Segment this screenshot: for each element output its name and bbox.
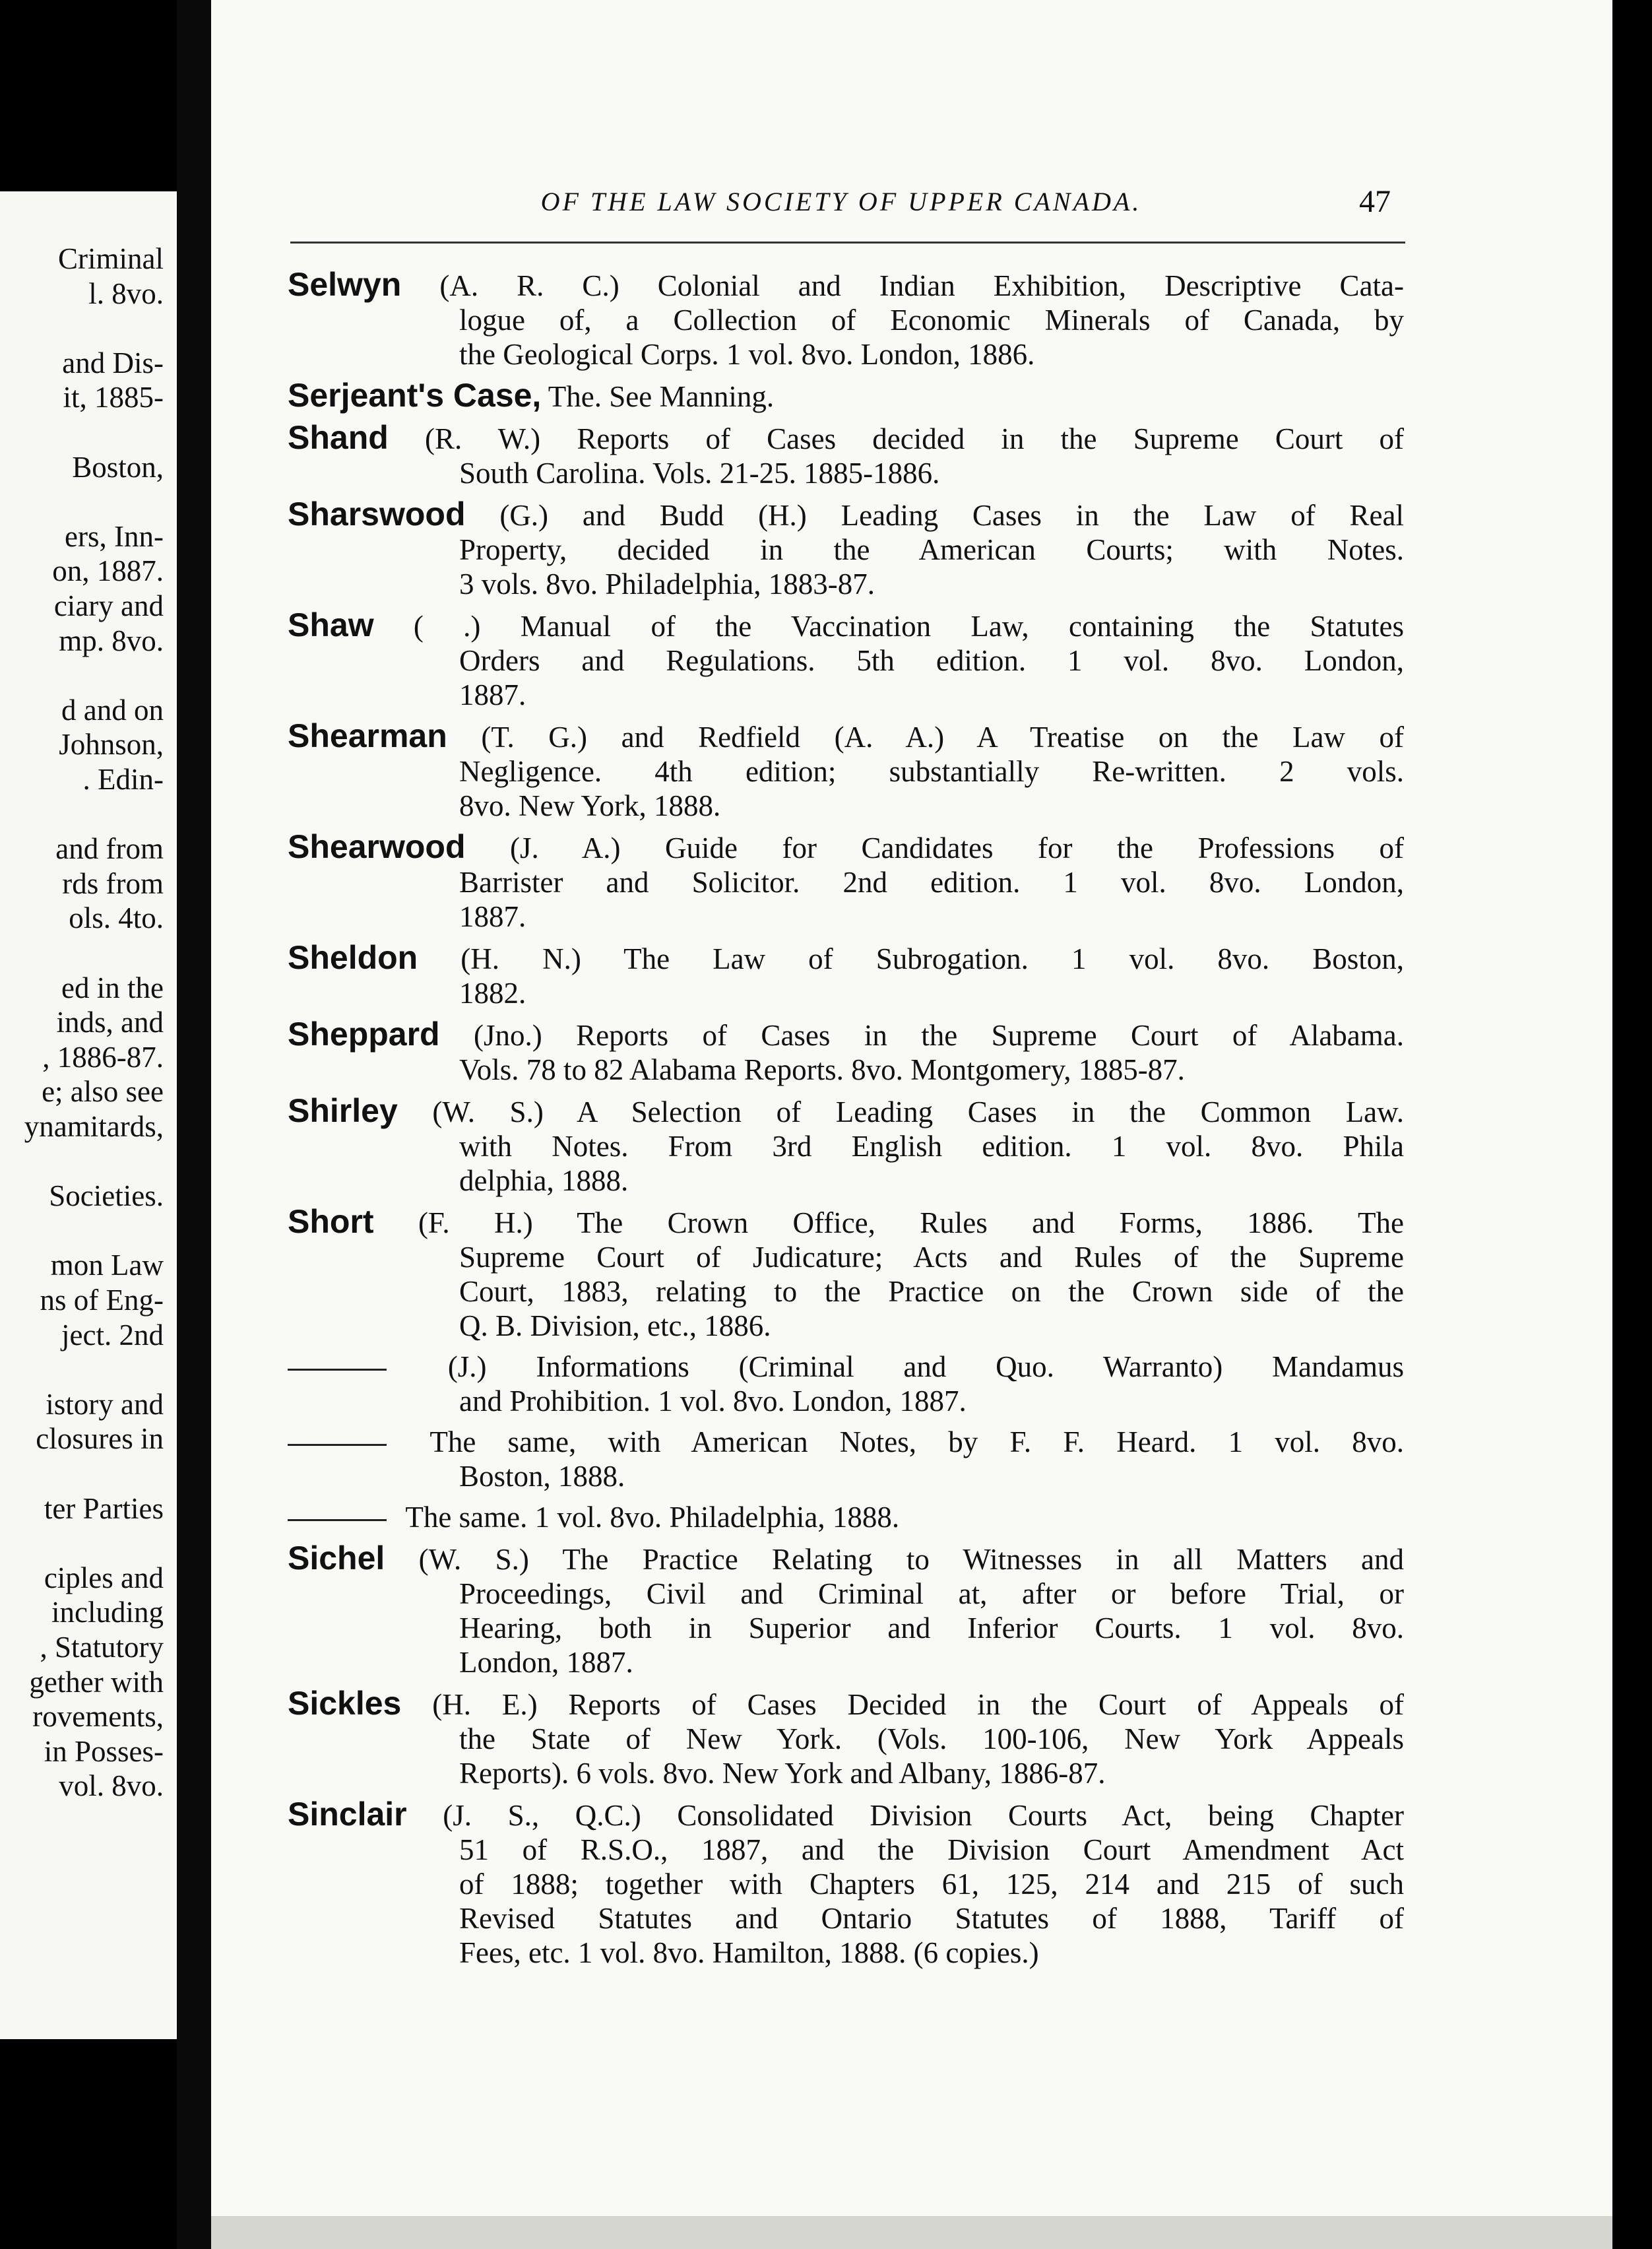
entry-first-line — [288, 1204, 1404, 1240]
left-page-line: ns of Eng- — [40, 1284, 164, 1317]
catalogue-entry — [288, 1350, 1404, 1418]
entry-text: (Jno.) Reports of Cases in the Supreme Court of Alabama. — [439, 1019, 1404, 1052]
left-page-line: Criminal — [58, 242, 164, 275]
left-page-line: ject. 2nd — [61, 1318, 164, 1352]
entry-text: 1882. — [459, 977, 526, 1010]
entry-continuation-line — [288, 303, 1404, 337]
entry-continuation-line — [288, 1053, 1404, 1087]
entry-first-line — [288, 1500, 1404, 1534]
left-page-line: gether with — [29, 1665, 164, 1699]
entry-author: Shaw — [288, 606, 374, 643]
entry-continuation-line — [288, 643, 1404, 678]
entry-continuation-line — [288, 1867, 1404, 1901]
left-page-line: Boston, — [72, 450, 164, 484]
entry-text: London, 1887. — [459, 1646, 633, 1679]
left-page-line: inds, and — [56, 1006, 164, 1039]
entry-text: The. See Manning. — [541, 380, 775, 413]
entry-continuation-line — [288, 337, 1404, 372]
left-page-line: vol. 8vo. — [59, 1769, 164, 1803]
entry-text: South Carolina. Vols. 21-25. 1885-1886. — [459, 457, 940, 490]
entry-continuation-line — [288, 1459, 1404, 1493]
entry-text: Boston, 1888. — [459, 1460, 625, 1493]
entry-author: Shirley — [288, 1092, 398, 1129]
left-page-line: Societies. — [49, 1179, 164, 1213]
left-page-line: ynamitards, — [24, 1110, 164, 1143]
entry-text: (J. S., Q.C.) Consolidated Division Courts Act, being Chapter — [406, 1799, 1404, 1832]
entry-text: (F. H.) The Crown Office, Rules and Forms, 1886. The — [373, 1206, 1404, 1239]
catalogue-entry — [288, 1204, 1404, 1343]
entry-first-line — [288, 1425, 1404, 1459]
catalogue-entry — [288, 378, 1404, 414]
left-page-line: closures in — [36, 1422, 164, 1456]
catalogue-entry — [288, 1093, 1404, 1198]
entry-text: The same, with American Notes, by F. F. Heard. 1 vol. 8vo. — [398, 1425, 1404, 1458]
entry-author: Shearman — [288, 717, 447, 754]
entry-text: Hearing, both in Superior and Inferior Courts. 1 vol. 8vo. — [459, 1612, 1404, 1645]
catalogue-entry — [288, 1500, 1404, 1534]
left-page-line: , 1886-87. — [42, 1040, 164, 1074]
entry-text: with Notes. From 3rd English edition. 1 vol. 8vo. Phila — [459, 1130, 1404, 1163]
book-gutter — [177, 0, 211, 2249]
ditto-dash — [288, 1519, 387, 1521]
entry-first-line — [288, 1017, 1404, 1053]
entry-continuation-line — [288, 1756, 1404, 1790]
left-page-line: ciples and — [44, 1561, 164, 1594]
entry-author: Sickles — [288, 1685, 402, 1722]
header-rule — [290, 242, 1405, 244]
catalogue-entry — [288, 267, 1404, 372]
entry-first-line — [288, 1350, 1404, 1384]
entry-text: 1887. — [459, 678, 526, 711]
entry-first-line — [288, 1797, 1404, 1833]
left-page-line: mp. 8vo. — [59, 624, 164, 657]
entry-text: the State of New York. (Vols. 100-106, New York Appeals — [459, 1722, 1404, 1755]
entry-author: Short — [288, 1203, 374, 1240]
entry-continuation-line — [288, 1163, 1404, 1198]
entry-text: Proceedings, Civil and Criminal at, after or before Trial, or — [459, 1577, 1404, 1610]
entry-text: logue of, a Collection of Economic Minerals of Canada, by — [459, 304, 1404, 337]
entry-first-line — [288, 267, 1404, 303]
entry-text: (W. S.) The Practice Relating to Witnesses in all Matters and — [385, 1543, 1404, 1576]
entry-first-line — [288, 830, 1404, 865]
entry-text: (H. N.) The Law of Subrogation. 1 vol. 8vo. Boston, — [418, 942, 1404, 975]
entry-text: Fees, etc. 1 vol. 8vo. Hamilton, 1888. (6 copies.) — [459, 1936, 1039, 1969]
entry-text: Reports). 6 vols. 8vo. New York and Albany, 1886-87. — [459, 1757, 1106, 1790]
catalogue-entry — [288, 1425, 1404, 1493]
left-page-line: mon Law — [50, 1249, 164, 1282]
catalogue-entry — [288, 1686, 1404, 1790]
entry-continuation-line — [288, 1936, 1404, 1970]
entry-continuation-line — [288, 976, 1404, 1010]
entry-continuation-line — [288, 1240, 1404, 1274]
entry-continuation-line — [288, 1645, 1404, 1679]
left-page-line: in Posses- — [44, 1734, 164, 1768]
entry-continuation-line — [288, 456, 1404, 490]
catalogue-entry — [288, 719, 1404, 823]
entry-text: (H. E.) Reports of Cases Decided in the Court of Appeals of — [401, 1688, 1404, 1721]
entry-text: of 1888; together with Chapters 61, 125, 214 and 215 of such — [459, 1868, 1404, 1901]
entry-first-line — [288, 1686, 1404, 1722]
left-page-line: e; also see — [42, 1075, 164, 1109]
entry-text: Revised Statutes and Ontario Statutes of 1888, Tariff of — [459, 1902, 1404, 1935]
left-page-line: d and on — [61, 693, 164, 727]
entry-text: (A. R. C.) Colonial and Indian Exhibition, Descriptive Cata- — [401, 269, 1404, 302]
left-page-line: ols. 4to. — [69, 901, 164, 935]
page-number: 47 — [1359, 184, 1391, 219]
entry-continuation-line — [288, 1611, 1404, 1645]
catalogue-entry — [288, 497, 1404, 601]
entry-continuation-line — [288, 1384, 1404, 1418]
catalogue-entry — [288, 940, 1404, 1010]
left-page-line: and Dis- — [62, 346, 164, 379]
entry-continuation-line — [288, 865, 1404, 899]
entry-first-line — [288, 608, 1404, 643]
left-page-line: . Edin- — [82, 763, 164, 796]
entry-continuation-line — [288, 899, 1404, 934]
entry-continuation-line — [288, 754, 1404, 789]
entry-text: Negligence. 4th edition; substantially Re-written. 2 vols. — [459, 755, 1404, 788]
entry-first-line — [288, 1541, 1404, 1577]
catalogue-entry — [288, 608, 1404, 712]
page-edge — [1612, 0, 1652, 2249]
catalogue-entry — [288, 1017, 1404, 1087]
left-page-line: ed in the — [61, 971, 164, 1004]
left-page-line: and from — [55, 832, 164, 866]
running-title: OF THE LAW SOCIETY OF UPPER CANADA. — [540, 187, 1142, 216]
entry-author: Shand — [288, 419, 389, 456]
entry-text: Supreme Court of Judicature; Acts and Rules of the Supreme — [459, 1241, 1404, 1274]
entry-text: Vols. 78 to 82 Alabama Reports. 8vo. Montgomery, 1885-87. — [459, 1053, 1185, 1086]
left-page-line: l. 8vo. — [88, 277, 164, 310]
catalogue-entry — [288, 830, 1404, 934]
ditto-dash — [288, 1369, 387, 1371]
entry-continuation-line — [288, 533, 1404, 567]
entry-text: (R. W.) Reports of Cases decided in the Supreme Court of — [388, 422, 1404, 455]
entry-continuation-line — [288, 1833, 1404, 1867]
entry-text: 8vo. New York, 1888. — [459, 789, 721, 822]
entry-text: (J.) Informations (Criminal and Quo. Warranto) Mandamus — [398, 1350, 1404, 1383]
left-page-line: rds from — [62, 866, 164, 900]
entry-text: the Geological Corps. 1 vol. 8vo. London, 1886. — [459, 338, 1035, 371]
entry-continuation-line — [288, 678, 1404, 712]
entry-first-line — [288, 420, 1404, 456]
page-bottom-edge — [211, 2216, 1612, 2249]
left-page-line: including — [51, 1596, 164, 1629]
entry-text: delphia, 1888. — [459, 1164, 629, 1197]
entry-text: Court, 1883, relating to the Practice on the Crown side of the — [459, 1275, 1404, 1308]
left-page-line: on, 1887. — [52, 554, 164, 588]
entry-text: Q. B. Division, etc., 1886. — [459, 1309, 771, 1342]
left-page-line: Johnson, — [59, 728, 164, 762]
left-page-line: ciary and — [53, 589, 164, 622]
entry-text: (J. A.) Guide for Candidates for the Professions of — [465, 831, 1404, 864]
left-page-line: istory and — [46, 1387, 164, 1421]
entry-continuation-line — [288, 789, 1404, 823]
entry-first-line — [288, 378, 1404, 414]
entry-author: Sinclair — [288, 1796, 407, 1833]
entry-text: Orders and Regulations. 5th edition. 1 vol. 8vo. London, — [459, 644, 1404, 677]
entry-text: Property, decided in the American Courts; with Notes. — [459, 533, 1404, 566]
entry-continuation-line — [288, 1274, 1404, 1309]
entry-author: Shearwood — [288, 828, 466, 865]
entry-text: (G.) and Budd (H.) Leading Cases in the Law of Real — [465, 499, 1404, 532]
entry-author: Sharswood — [288, 496, 466, 533]
entry-text: (T. G.) and Redfield (A. A.) A Treatise on the Law of — [447, 721, 1404, 754]
entry-text: 51 of R.S.O., 1887, and the Division Court Amendment Act — [459, 1833, 1404, 1866]
left-page-line: ers, Inn- — [65, 519, 164, 553]
entry-text: (W. S.) A Selection of Leading Cases in the Common Law. — [397, 1095, 1404, 1128]
entry-continuation-line — [288, 567, 1404, 601]
entry-author: Selwyn — [288, 266, 402, 303]
entry-continuation-line — [288, 1577, 1404, 1611]
ditto-dash — [288, 1444, 387, 1446]
entry-text: The same. 1 vol. 8vo. Philadelphia, 1888. — [398, 1501, 900, 1534]
left-page-line: , Statutory — [40, 1631, 164, 1664]
left-page-line: ter Parties — [44, 1491, 164, 1525]
entry-continuation-line — [288, 1722, 1404, 1756]
entry-first-line — [288, 719, 1404, 754]
entry-continuation-line — [288, 1901, 1404, 1936]
entry-author: Sichel — [288, 1540, 385, 1577]
entry-text: Barrister and Solicitor. 2nd edition. 1 vol. 8vo. London, — [459, 866, 1404, 899]
entry-first-line — [288, 940, 1404, 976]
catalogue-entry — [288, 420, 1404, 490]
entry-first-line — [288, 497, 1404, 533]
entry-text: 1887. — [459, 900, 526, 933]
entry-continuation-line — [288, 1309, 1404, 1343]
entry-text: ( .) Manual of the Vaccination Law, containing the Statutes — [373, 610, 1404, 643]
catalogue-entry — [288, 1541, 1404, 1679]
entry-author: Serjeant's Case, — [288, 377, 542, 414]
entry-text: 3 vols. 8vo. Philadelphia, 1883-87. — [459, 568, 875, 601]
entry-text: and Prohibition. 1 vol. 8vo. London, 1887. — [459, 1385, 967, 1418]
left-page-line: rovements, — [32, 1700, 164, 1734]
left-page-line: it, 1885- — [63, 381, 164, 414]
entry-author: Sheldon — [288, 939, 418, 976]
catalogue-entries — [288, 267, 1404, 1976]
catalogue-entry — [288, 1797, 1404, 1970]
left-page-fragment — [0, 191, 177, 2039]
entry-author: Sheppard — [288, 1016, 440, 1053]
entry-continuation-line — [288, 1129, 1404, 1163]
entry-first-line — [288, 1093, 1404, 1129]
